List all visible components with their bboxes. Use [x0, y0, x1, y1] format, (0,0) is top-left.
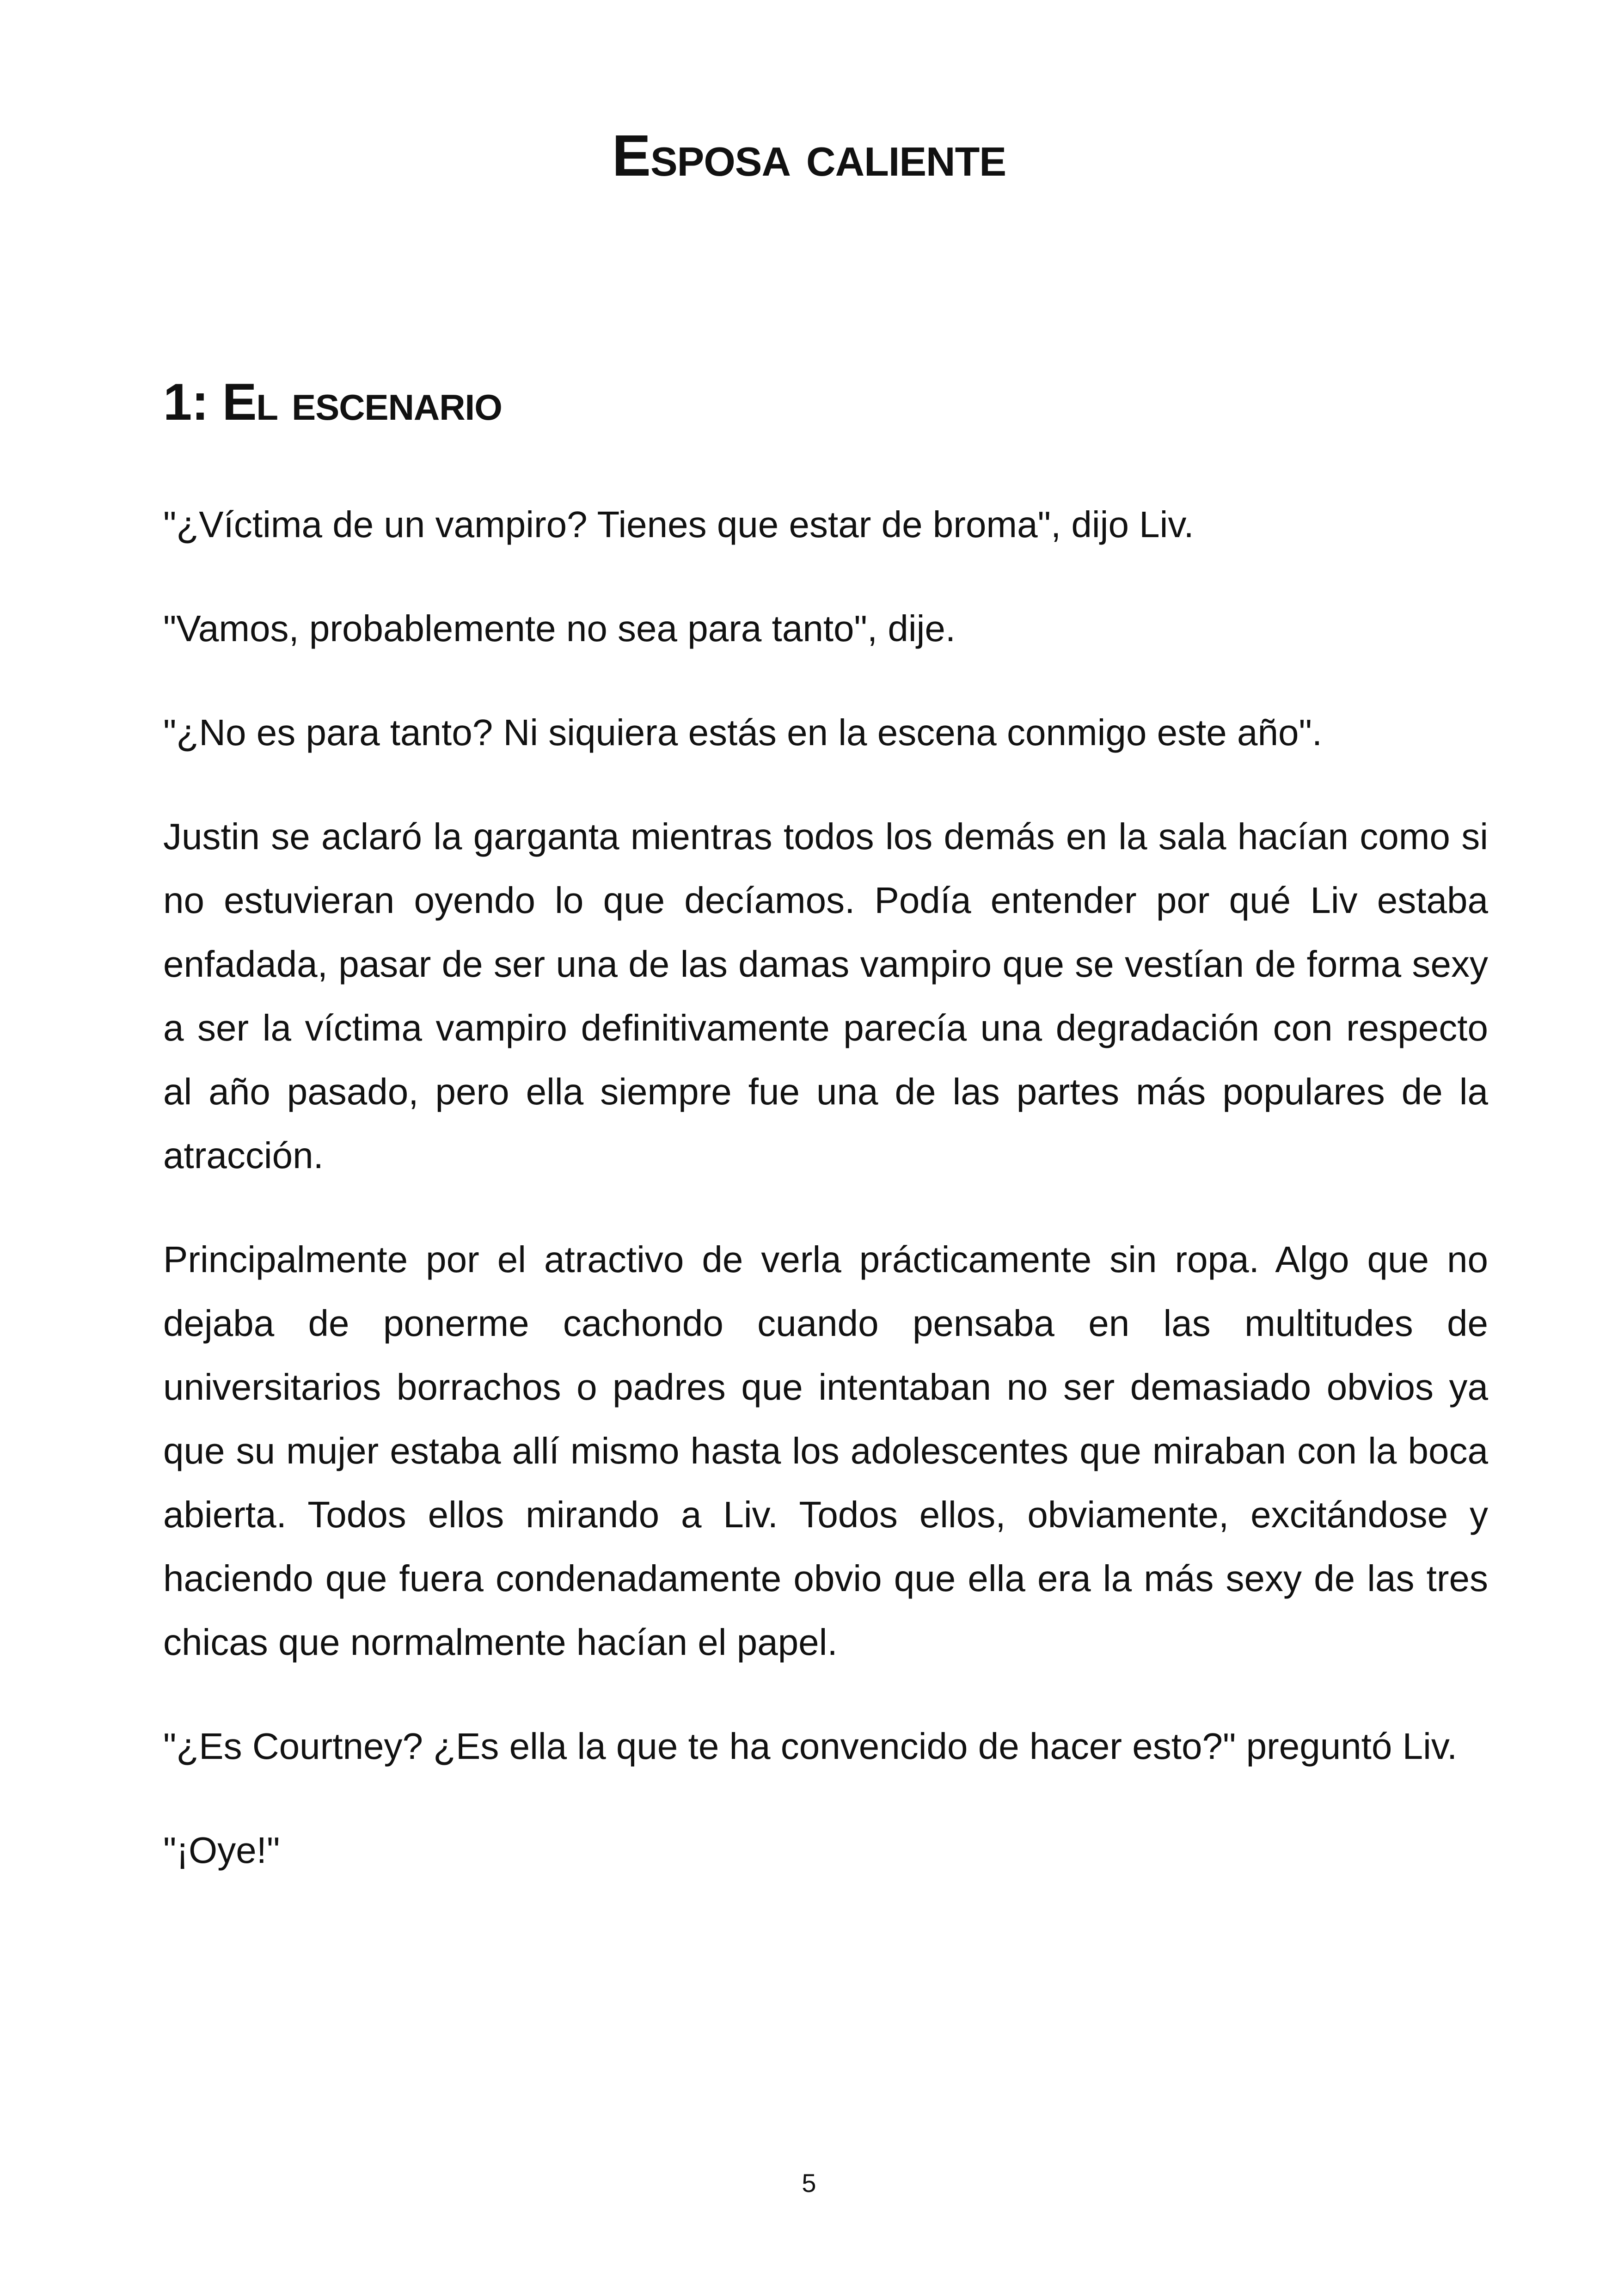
- paragraph: Justin se aclaró la garganta mientras todos los demás en la sala hacían como si no estuvieran oyendo lo que decíamos. Podía entender por qué Liv estaba enfadada, pasar de ser una de las damas vampiro que se vestían de forma sexy a ser la víctima vampiro definitivamente parecía una degradación con respecto al año pasado, pero ella siempre fue una de las partes más populares de la atracción.: [163, 816, 1488, 1176]
- paragraph: "¿Es Courtney? ¿Es ella la que te ha convencido de hacer esto?" preguntó Liv.: [163, 1726, 1458, 1767]
- paragraph: "¡Oye!": [163, 1830, 280, 1871]
- book-title: Esposa caliente: [612, 123, 1006, 188]
- body-text: [163, 493, 1488, 1923]
- page-number: 5: [802, 2168, 816, 2198]
- paragraph: "Vamos, probablemente no sea para tanto", dije.: [163, 608, 956, 649]
- chapter-title: 1: El escenario: [163, 373, 502, 431]
- paragraph: "¿No es para tanto? Ni siquiera estás en la escena conmigo este año".: [163, 712, 1323, 753]
- paragraph: "¿Víctima de un vampiro? Tienes que estar de broma", dijo Liv.: [163, 504, 1194, 545]
- paragraph: Principalmente por el atractivo de verla prácticamente sin ropa. Algo que no dejaba de ponerme cachondo cuando pensaba en las multitudes de universitarios borrachos o padres que intentaban no ser demasiado obvios ya que su mujer estaba allí mismo hasta los adolescentes que miraban con la boca abierta. Todos ellos mirando a Liv. Todos ellos, obviamente, excitándose y haciendo que fuera condenadamente obvio que ella era la más sexy de las tres chicas que normalmente hacían el papel.: [163, 1239, 1488, 1663]
